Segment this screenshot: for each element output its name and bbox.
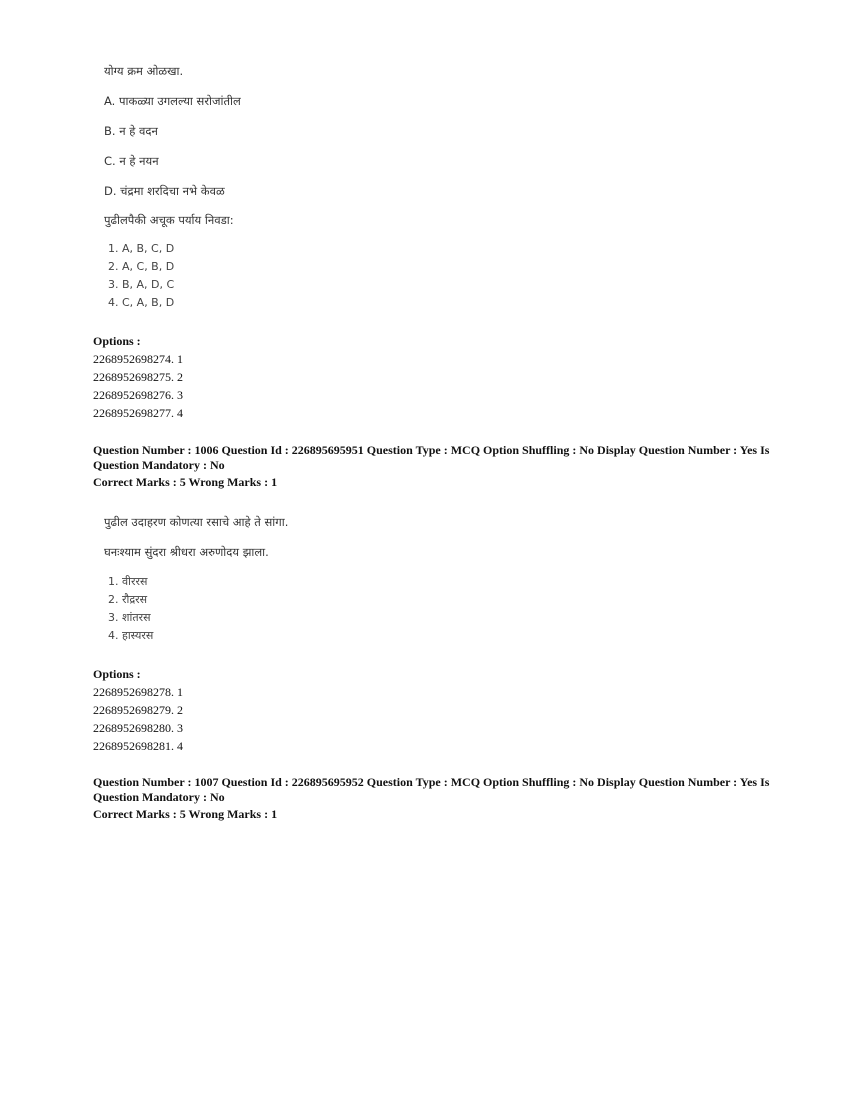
question-meta: [93, 443, 769, 490]
options-label: Options :: [93, 334, 141, 348]
option-id: 2268952698281. 4: [93, 739, 183, 753]
option-id: 2268952698280. 3: [93, 721, 183, 735]
answer-choice: 1. A, B, C, D: [108, 242, 175, 255]
answer-choice: 3. B, A, D, C: [108, 278, 175, 291]
sequence-line-d: D. चंद्रमा शरदिचा नभे केवळ: [104, 184, 225, 198]
options-block: [93, 332, 183, 422]
answer-choices: [108, 240, 174, 312]
question-marks: Correct Marks : 5 Wrong Marks : 1: [93, 807, 278, 821]
answer-choice: 4. C, A, B, D: [108, 296, 175, 309]
options-label: Options :: [93, 667, 141, 681]
question-meta-line: Question Mandatory : No: [93, 458, 225, 472]
question-prompt: पुढीलपैकी अचूक पर्याय निवडा:: [104, 213, 234, 227]
question-meta: [93, 775, 769, 822]
answer-choice: 4. हास्यरस: [108, 629, 154, 642]
question-sentence: घनःश्याम सुंदरा श्रीधरा अरुणोदय झाला.: [104, 545, 269, 559]
question-marks: Correct Marks : 5 Wrong Marks : 1: [93, 475, 278, 489]
answer-choice: 1. वीररस: [108, 575, 148, 588]
question-instruction: योग्य क्रम ओळखा.: [104, 64, 184, 78]
answer-choice: 2. A, C, B, D: [108, 260, 175, 273]
option-id: 2268952698277. 4: [93, 406, 183, 420]
options-block: [93, 665, 183, 755]
answer-choice: 3. शांतरस: [108, 611, 151, 624]
option-id: 2268952698279. 2: [93, 703, 183, 717]
option-id: 2268952698276. 3: [93, 388, 183, 402]
question-instruction: पुढील उदाहरण कोणत्या रसाचे आहे ते सांगा.: [104, 515, 289, 529]
sequence-line-c: C. न हे नयन: [104, 154, 159, 168]
question-meta-line: Question Mandatory : No: [93, 790, 225, 804]
question-meta-line: Question Number : 1006 Question Id : 226895695951 Question Type : MCQ Option Shuffling : No Display Question Number : Yes Is: [93, 443, 770, 457]
answer-choice: 2. रौद्ररस: [108, 593, 148, 606]
sequence-line-b: B. न हे वदन: [104, 124, 158, 138]
question-meta-line: Question Number : 1007 Question Id : 226895695952 Question Type : MCQ Option Shuffling : No Display Question Number : Yes Is: [93, 775, 770, 789]
option-id: 2268952698274. 1: [93, 352, 183, 366]
option-id: 2268952698275. 2: [93, 370, 183, 384]
option-id: 2268952698278. 1: [93, 685, 183, 699]
answer-choices: [108, 573, 153, 645]
sequence-line-a: A. पाकळ्या उगलल्या सरोजांतील: [104, 94, 241, 108]
